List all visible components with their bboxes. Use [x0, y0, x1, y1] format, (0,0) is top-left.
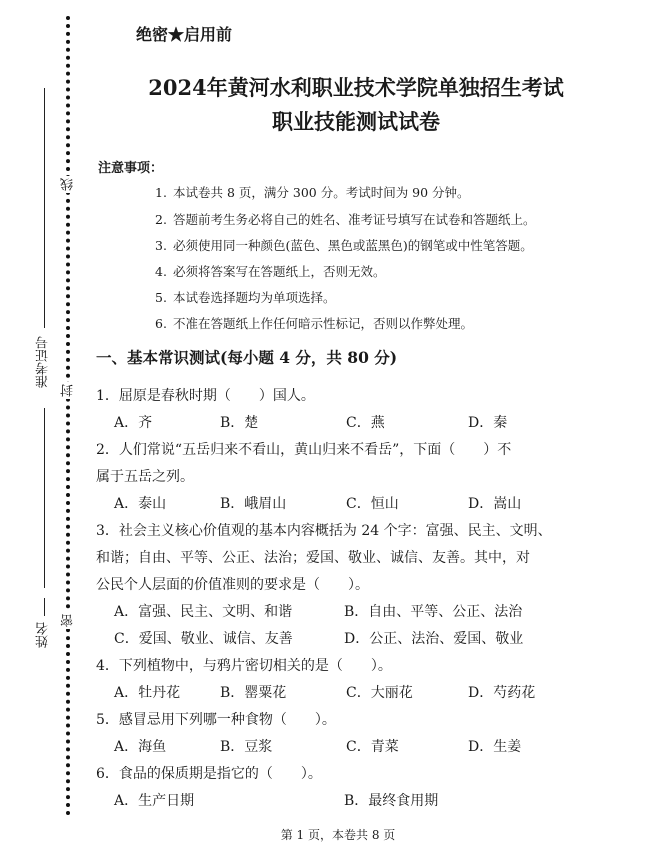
- note-text: 不准在答题纸上作任何暗示性标记，否则以作弊处理。: [173, 316, 474, 331]
- q2-option-b: B．峨眉山: [220, 496, 287, 512]
- note-item: [155, 236, 533, 254]
- question-3-text-cont: 和谐；自由、平等、公正、法治；爱国、敬业、诚信、友善。其中，对: [96, 550, 530, 566]
- question-2-text-cont: 属于五岳之列。: [96, 469, 194, 485]
- question-6-text: 6．食品的保质期是指它的（ ）。: [96, 766, 322, 782]
- note-item: [155, 210, 536, 228]
- question-2-text: 2．人们常说“五岳归来不看山，黄山归来不看岳”，下面（ ）不: [96, 442, 512, 458]
- q5-option-c: C．青菜: [346, 739, 399, 755]
- note-item: [155, 183, 470, 201]
- note-number: 3.: [155, 238, 167, 253]
- note-number: 6.: [155, 316, 167, 331]
- name-line-upper: [44, 598, 45, 616]
- note-text: 答题前考生务必将自己的姓名、准考证号填写在试卷和答题纸上。: [173, 212, 536, 227]
- q1-option-b: B．楚: [220, 415, 259, 431]
- q6-option-b: B．最终食用期: [344, 793, 439, 809]
- q4-option-a: A．牡丹花: [114, 685, 181, 701]
- q4-option-c: C．大丽花: [346, 685, 413, 701]
- q5-option-d: D．生姜: [468, 739, 522, 755]
- note-text: 必须使用同一种颜色(蓝色、黑色或蓝黑色)的钢笔或中性笔答题。: [173, 238, 533, 253]
- seal-char-xian: 线: [61, 178, 76, 191]
- q4-option-b: B．罂粟花: [220, 685, 287, 701]
- section-title: 一、基本常识测试(每小题 4 分，共 80 分): [96, 348, 398, 367]
- question-3-text: 3．社会主义核心价值观的基本内容概括为 24 个字：富强、民主、文明、: [96, 523, 552, 539]
- q1-option-d: D．秦: [468, 415, 508, 431]
- q6-option-a: A．生产日期: [114, 793, 195, 809]
- q1-option-a: A．齐: [114, 415, 153, 431]
- exam-no-label: 准考证号: [36, 336, 51, 388]
- seal-char-feng: 封: [61, 384, 76, 397]
- name-label: 姓名: [36, 622, 51, 648]
- page-footer: 第 1 页，本卷共 8 页: [280, 828, 396, 842]
- note-item: [155, 314, 473, 332]
- q2-option-c: C．恒山: [346, 496, 399, 512]
- q3-option-c: C．爱国、敬业、诚信、友善: [114, 631, 293, 647]
- q1-option-c: C．燕: [346, 415, 385, 431]
- q4-option-d: D．芍药花: [468, 685, 536, 701]
- note-item: [155, 288, 336, 306]
- seal-dotted-line: [66, 16, 70, 816]
- q3-option-a: A．富强、民主、文明、和谐: [114, 604, 293, 620]
- exam-title: 2024年黄河水利职业技术学院单独招生考试: [148, 75, 564, 100]
- question-4-text: 4．下列植物中，与鸦片密切相关的是（ ）。: [96, 658, 392, 674]
- note-item: [155, 262, 386, 280]
- q3-option-b: B．自由、平等、公正、法治: [344, 604, 523, 620]
- note-number: 4.: [155, 264, 167, 279]
- note-number: 2.: [155, 212, 167, 227]
- question-5-text: 5．感冒忌用下列哪一种食物（ ）。: [96, 712, 336, 728]
- top-secret-mark: 绝密★启用前: [136, 25, 233, 44]
- notes-heading: 注意事项：: [98, 161, 164, 176]
- q2-option-d: D．嵩山: [468, 496, 522, 512]
- q5-option-a: A．海鱼: [114, 739, 167, 755]
- exam-no-line-lower: [44, 408, 45, 588]
- note-text: 本试卷共 8 页，满分 300 分。考试时间为 90 分钟。: [173, 185, 470, 200]
- note-number: 1.: [155, 185, 167, 200]
- q5-option-b: B．豆浆: [220, 739, 273, 755]
- seal-char-mi: 密: [61, 614, 76, 627]
- note-text: 必须将答案写在答题纸上，否则无效。: [173, 264, 386, 279]
- note-text: 本试卷选择题均为单项选择。: [173, 290, 336, 305]
- question-1-text: 1．屈原是春秋时期（ ）国人。: [96, 388, 315, 404]
- q2-option-a: A．泰山: [114, 496, 167, 512]
- exam-subtitle: 职业技能测试试卷: [272, 109, 440, 134]
- question-3-text-cont2: 公民个人层面的价值准则的要求是（ ）。: [96, 577, 369, 593]
- q3-option-d: D．公正、法治、爱国、敬业: [344, 631, 524, 647]
- note-number: 5.: [155, 290, 167, 305]
